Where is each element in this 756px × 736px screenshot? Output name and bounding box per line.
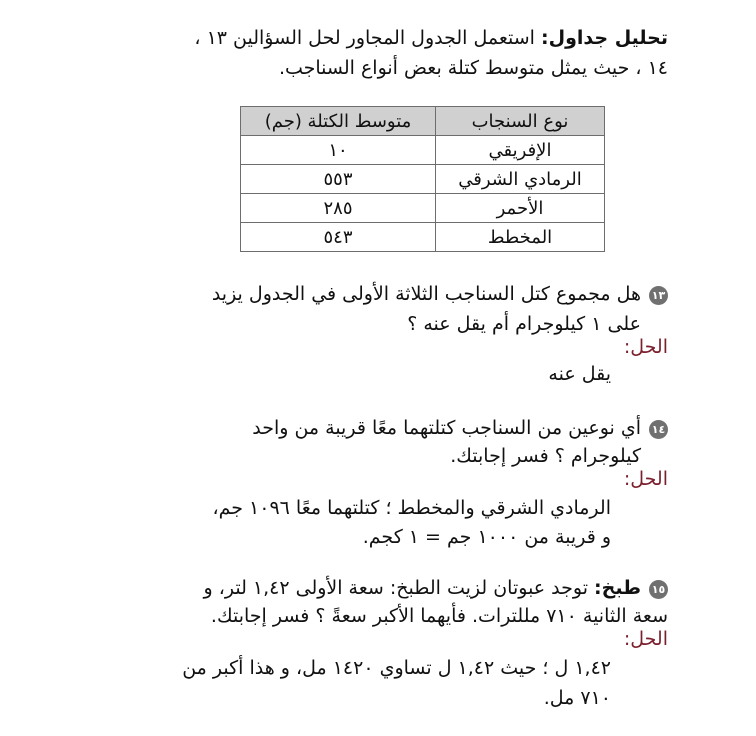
question-number-13: ١٣ [649,286,668,305]
intro-line-2: ١٤ ، حيث يمثل متوسط كتلة بعض أنواع السناجب. [278,57,668,79]
cell-mass: ١٠ [241,136,436,165]
question-number-14: ١٤ [649,420,668,439]
intro-line-1 [194,24,668,52]
cell-type: الإفريقي [436,136,605,165]
table-row [241,194,605,223]
table-row [241,223,605,252]
q13-answer: يقل عنه [548,363,611,385]
q15-solution-label: الحل: [623,628,668,650]
table-header-row [241,107,605,136]
cell-type: الأحمر [436,194,605,223]
q13-line-1: هل مجموع كتل السناجب الثلاثة الأولى في الجدول يزيد [211,283,641,305]
q14-line-2: كيلوجرام ؟ فسر إجابتك. [450,445,641,467]
q14-solution-label: الحل: [623,468,668,490]
q15-answer-line-1: ١,٤٢ ل ؛ حيث ١,٤٢ ل تساوي ١٤٢٠ مل، و هذا أكبر من [182,657,611,679]
q13-solution-label: الحل: [623,336,668,358]
q14-line-1: أي نوعين من السناجب كتلتهما معًا قريبة من واحد [252,417,641,439]
question-number-15: ١٥ [649,580,668,599]
q13-line-2: على ١ كيلوجرام أم يقل عنه ؟ [407,313,641,335]
cell-type: المخطط [436,223,605,252]
cell-type: الرمادي الشرقي [436,165,605,194]
cell-mass: ٥٥٣ [241,165,436,194]
intro-title: تحليل جداول: [541,27,668,49]
q15-line-1 [204,574,642,602]
q15-line-2: سعة الثانية ٧١٠ مللترات. فأيهما الأكبر سعةً ؟ فسر إجابتك. [210,605,668,627]
squirrel-mass-table [240,106,605,252]
intro-text-1: استعمل الجدول المجاور لحل السؤالين ١٣ ، [194,27,535,49]
table-row [241,165,605,194]
cell-mass: ٢٨٥ [241,194,436,223]
cell-mass: ٥٤٣ [241,223,436,252]
q14-answer-line-2: و قريبة من ١٠٠٠ جم = ١ كجم. [362,526,611,548]
header-squirrel-type: نوع السنجاب [436,107,605,136]
q15-text-1: توجد عبوتان لزيت الطبخ: سعة الأولى ١,٤٢ لتر، و [203,577,588,599]
header-average-mass: متوسط الكتلة (جم) [241,107,436,136]
q14-answer-line-1: الرمادي الشرقي والمخطط ؛ كتلتهما معًا ١٠٩٦ جم، [212,497,611,519]
q15-answer-line-2: ٧١٠ مل. [543,687,611,709]
q15-title: طبخ: [594,577,641,599]
table-row [241,136,605,165]
